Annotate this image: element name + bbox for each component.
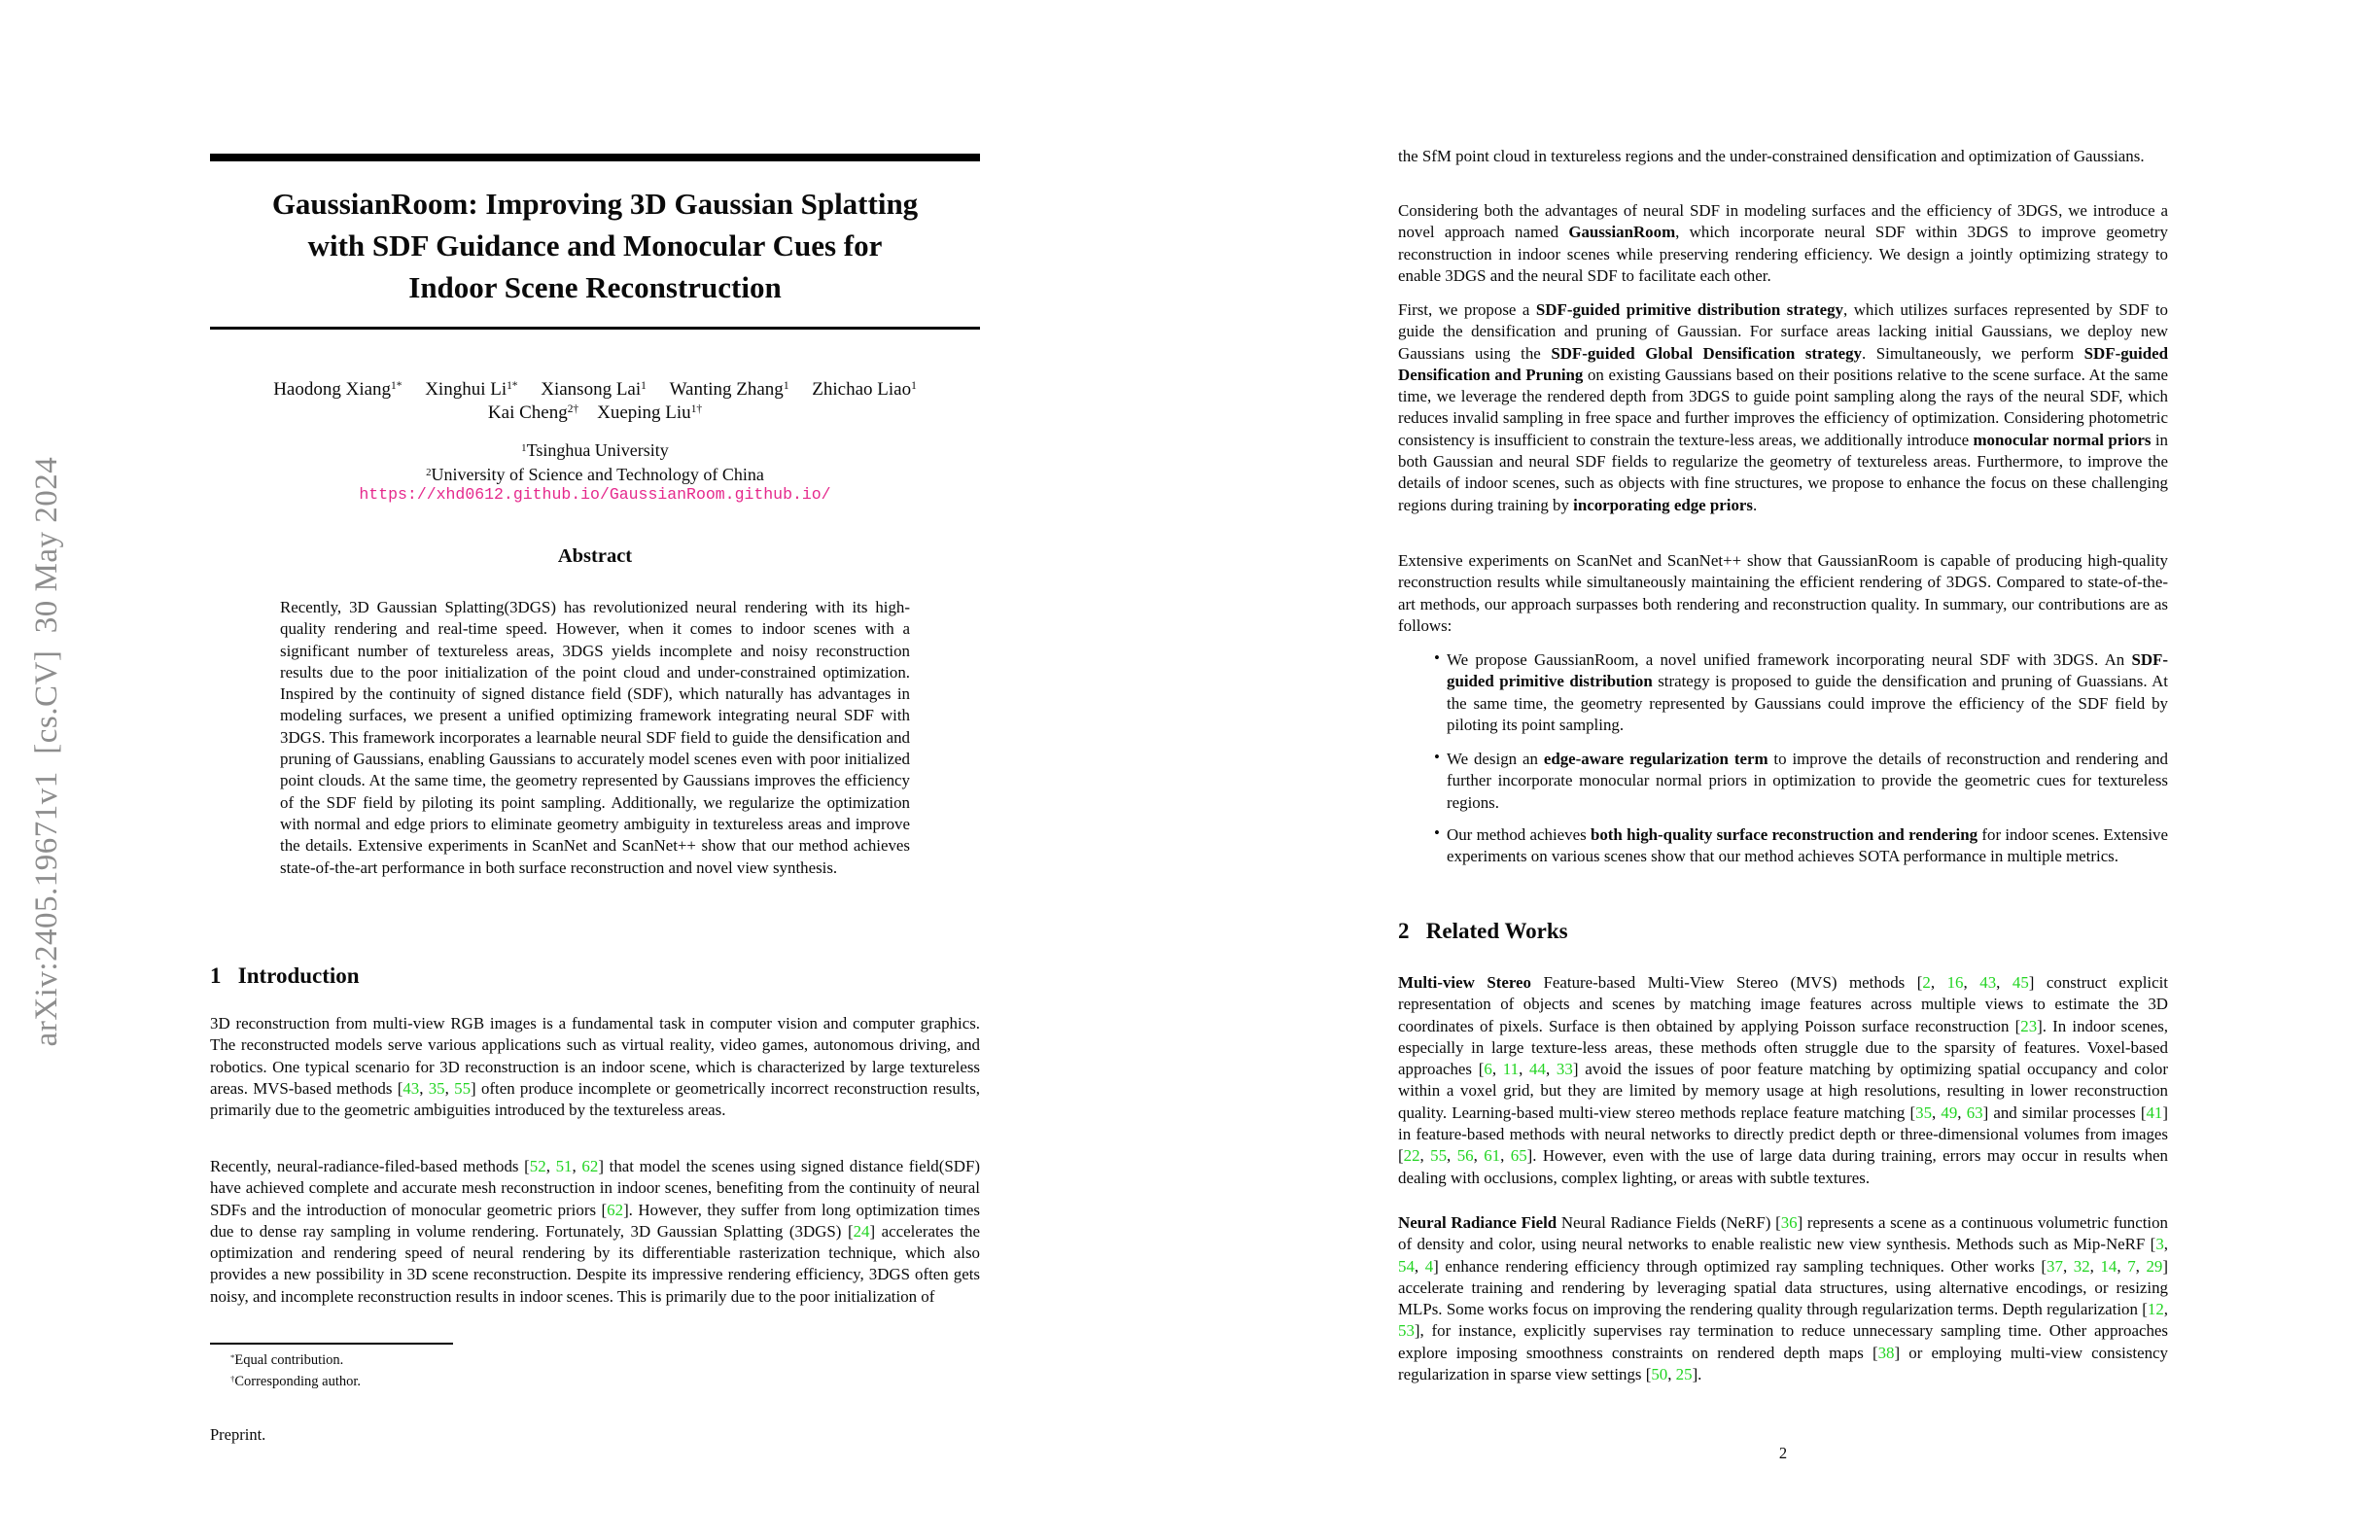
citation-link[interactable]: 14 (2100, 1256, 2118, 1276)
contribution-bullet-2 (1398, 749, 2168, 814)
citation-link[interactable]: 62 (581, 1157, 599, 1175)
citation-link[interactable]: 49 (1941, 1102, 1958, 1122)
title-rule-top (210, 154, 980, 161)
citation-link[interactable]: 43 (402, 1078, 420, 1098)
project-url-link[interactable]: https://xhd0612.github.io/GaussianRoom.github.io/ (359, 485, 831, 504)
citation-link[interactable]: 37 (2047, 1256, 2063, 1276)
citation-link[interactable]: 6 (1484, 1060, 1492, 1079)
bullet-icon: • (1434, 648, 1440, 667)
citation-link[interactable]: 55 (454, 1078, 472, 1098)
citation-link[interactable]: 44 (1529, 1060, 1546, 1079)
citation-link[interactable]: 35 (1915, 1102, 1933, 1122)
paper-title (210, 183, 980, 308)
citation-link[interactable]: 43 (1979, 973, 1997, 992)
citation-link[interactable]: 50 (1651, 1365, 1668, 1384)
contribution-bullet-1-text: We propose GaussianRoom, a novel unified framework incorporating neural SDF with 3DGS. An SDF-guided primitive distribution strategy is proposed to guide the densification and pruning of Guassians. At the same time, the geometry represented by Gaussians could improve the efficiency of the SDF field by piloting its point sampling. (1447, 650, 2168, 734)
citation-link[interactable]: 16 (1946, 973, 1964, 992)
footnote-rule (210, 1343, 453, 1345)
contribution-bullet-2-text: We design an edge-aware regularization term to improve the details of reconstruction and rendering and further incorporate monocular normal priors in optimization to provide the geometric cues for textureless regions. (1447, 750, 2168, 812)
citation-link[interactable]: 35 (428, 1078, 445, 1098)
authors-row-2: Kai Cheng$^{2\dagger}$ Xueping Liu$^{1\dagger}$ (487, 402, 703, 423)
citation-link[interactable]: 24 (853, 1221, 870, 1241)
abstract-heading: Abstract (557, 545, 633, 567)
affiliation-tsinghua: $^1$Tsinghua University (521, 440, 669, 460)
paper-title-line-2: with SDF Guidance and Monocular Cues for (307, 228, 883, 262)
preprint-label: Preprint. (210, 1425, 266, 1444)
citation-link[interactable]: 12 (2147, 1300, 2164, 1319)
citation-link[interactable]: 2 (1922, 973, 1931, 992)
citation-link[interactable]: 11 (1502, 1060, 1520, 1079)
citation-link[interactable]: 3 (2155, 1235, 2164, 1254)
citation-link[interactable]: 54 (1398, 1256, 1415, 1276)
citation-link[interactable]: 41 (2146, 1102, 2163, 1122)
bullet-icon: • (1434, 823, 1440, 842)
bullet-icon: • (1434, 748, 1440, 766)
affiliation-ustc: $^2$University of Science and Technology of China (426, 465, 764, 484)
contribution-bullet-1 (1398, 649, 2168, 736)
section-heading-related-works: 2 Related Works (1398, 919, 1568, 943)
citation-link[interactable]: 51 (555, 1157, 573, 1175)
citation-link[interactable]: 22 (1403, 1146, 1420, 1166)
citation-link[interactable]: 61 (1484, 1146, 1501, 1166)
authors-row-1: Haodong Xiang$^{1*}$ Xinghui $Li^{1*}$ Xiansong Lai$^1$ Wanting Zhang$^1$ Zhichao Liao$^1$ (273, 379, 917, 400)
citation-link[interactable]: 33 (1556, 1060, 1573, 1079)
section-heading-introduction: 1 Introduction (210, 963, 360, 988)
contribution-bullet-3-text: Our method achieves both high-quality surface reconstruction and rendering for indoor scenes. Extensive experiments on various scenes show that our method achieves SOTA performance in multiple metrics. (1447, 825, 2168, 866)
abstract-text: Recently, 3D Gaussian Splatting(3DGS) has revolutionized neural rendering with its high-quality rendering and real-time speed. However, when it comes to indoor scenes with a significant number of textureless areas, 3DGS yields incomplete and noisy reconstruction results due to the poor initialization of the point cloud and under-constrained optimization. Inspired by the continuity of signed distance field (SDF), which naturally has advantages in modeling surfaces, we present a unified optimizing framework integrating neural SDF with 3DGS. This framework incorporates a learnable neural SDF field to guide the densification and pruning of Gaussians, enabling Gaussians to accurately model scenes even with poor initialized point clouds. At the same time, the geometry represented by Gaussians improves the efficiency of the SDF field by piloting its point sampling. Additionally, we regularize the optimization with normal and edge priors to eliminate geometry ambiguity in textureless areas and improve the details. Extensive experiments in ScanNet and ScanNet++ show that our method achieves state-of-the-art performance in both surface reconstruction and novel view synthesis. (280, 598, 910, 877)
citation-link[interactable]: 4 (1424, 1256, 1434, 1276)
citation-link[interactable]: 7 (2127, 1256, 2136, 1276)
citation-link[interactable]: 45 (2012, 973, 2029, 992)
citation-link[interactable]: 56 (1456, 1146, 1474, 1166)
citation-link[interactable]: 25 (1675, 1365, 1693, 1384)
intro-paragraph-2: Recently, neural-radiance-filed-based methods [52, 51, 62] that model the scenes using signed distance field(SDF) have achieved complete and accurate mesh reconstruction in indoor scenes, benefiting from the continuity of neural SDFs and the introduction of monocular geometric priors [62]. However, they suffer from long optimization times due to dense ray sampling in volume rendering. Fortunately, 3D Gaussian Splatting (3DGS) [24] accelerates the optimization and rendering speed of neural rendering by its differentiable rasterization technique, which also provides a new possibility in 3D scene reconstruction. Despite its impressive rendering efficiency, 3DGS often gets noisy, and incomplete reconstruction results in indoor scenes. This is primarily due to the poor initialization of (210, 1157, 980, 1306)
title-rule-bottom (210, 327, 980, 330)
footnote-equal-contribution: *Equal contribution. (230, 1351, 344, 1368)
citation-link[interactable]: 53 (1398, 1321, 1415, 1341)
citation-link[interactable]: 62 (607, 1200, 624, 1219)
citation-link[interactable]: 65 (1510, 1146, 1527, 1166)
intro-paragraph-1: 3D reconstruction from multi-view RGB images is a fundamental task in computer vision and computer graphics. The reconstructed models serve various applications such as virtual reality, video games, autonomous driving, and robotics. One typical scenario for 3D reconstruction is an indoor scene, which is characterized by large textureless areas. MVS-based methods [43, 35, 55] often produce incomplete or geometrically incorrect reconstruction results, primarily due to the geometric ambiguities introduced by the textureless areas. (210, 1014, 980, 1120)
page-number: 2 (1778, 1444, 1788, 1462)
footnote-corresponding-author: †Corresponding author. (230, 1373, 362, 1389)
citation-link[interactable]: 55 (1430, 1146, 1448, 1166)
citation-link[interactable]: 32 (2073, 1256, 2090, 1276)
citation-link[interactable]: 38 (1877, 1343, 1895, 1362)
page2-paragraph-2: Considering both the advantages of neural SDF in modeling surfaces and the efficiency of 3DGS, we introduce a novel approach named GaussianRoom, which incorporate neural SDF within 3DGS to improve geometry reconstruction in indoor scenes while preserving rendering efficiency. We design a jointly optimizing strategy to enable 3DGS and the neural SDF to facilitate each other. (1398, 201, 2168, 285)
citation-link[interactable]: 29 (2146, 1256, 2163, 1276)
related-works-nerf-paragraph: Neural Radiance Field Neural Radiance Fields (NeRF) [36] represents a scene as a continuous volumetric function of density and color, using neural networks to enable realistic new view synthesis. Methods such as Mip-NeRF [3, 54, 4] enhance rendering efficiency through optimized ray sampling techniques. Other works [37, 32, 14, 7, 29] accelerate training and rendering by leveraging spatial data structures, using alternative encodings, or resizing MLPs. Some works focus on improving the rendering quality through regularization terms. Depth regularization [12, 53], for instance, explicitly supervises ray termination to reduce unnecessary sampling time. Other approaches explore imposing smoothness constraints on rendered depth maps [38] or employing multi-view consistency regularization in sparse view settings [50, 25]. (1398, 1213, 2168, 1384)
page2-paragraph-3: First, we propose a SDF-guided primitive distribution strategy, which utilizes surfaces represented by SDF to guide the densification and pruning of Gaussian. For surface areas lacking initial Gaussians, we deploy new Gaussians using the SDF-guided Global Densification strategy. Simultaneously, we perform SDF-guided Densification and Pruning on existing Gaussians based on their positions relative to the scene surface. At the same time, we leverage the rendered depth from 3DGS to guide point sampling along the rays of the neural SDF, which reduces invalid sampling in free space and further improves the efficiency of optimization. Considering photometric consistency is insufficient to constrain the texture-less areas, we additionally introduce monocular normal priors in both Gaussian and neural SDF fields to regularize the geometry of textureless areas. Furthermore, to improve the details of indoor scenes, such as objects with fine structures, we propose to enhance the focus on these challenging regions during training by incorporating edge priors. (1398, 300, 2169, 514)
related-works-multiview-stereo-paragraph: Multi-view Stereo Feature-based Multi-View Stereo (MVS) methods [2, 16, 43, 45] construct explicit representation of objects and scenes by matching image features across multiple views to estimate the 3D coordinates of pixels. Surface is then obtained by applying Poisson surface reconstruction [23]. In indoor scenes, especially in large texture-less areas, these methods often struggle due to the sparsity of features. Voxel-based approaches [6, 11, 44, 33] avoid the issues of poor feature matching by optimizing spatial occupancy and color within a voxel grid, but they are limited by memory usage at high resolutions, resulting in lower reconstruction quality. Learning-based multi-view stereo methods replace feature matching [35, 49, 63] and similar processes [41] in feature-based methods with neural networks to directly predict depth or three-dimensional volumes from images [22, 55, 56, 61, 65]. However, even with the use of large data during training, errors may occur in results when dealing with occlusions, complex lighting, or areas with subtle textures. (1398, 973, 2169, 1187)
contribution-bullet-3 (1398, 824, 2168, 868)
page2-paragraph-1: the SfM point cloud in textureless regions and the under-constrained densification and optimization of Gaussians. (1398, 147, 2145, 165)
page2-paragraph-4: Extensive experiments on ScanNet and ScanNet++ show that GaussianRoom is capable of producing high-quality reconstruction results while simultaneously maintaining the efficient rendering of 3DGS. Compared to state-of-the-art methods, our approach surpasses both rendering and reconstruction quality. In summary, our contributions are as follows: (1398, 551, 2168, 635)
citation-link[interactable]: 63 (1966, 1102, 1983, 1122)
paper-title-line-3: Indoor Scene Reconstruction (408, 270, 782, 304)
citation-link[interactable]: 23 (2020, 1016, 2038, 1035)
paper-title-line-1: GaussianRoom: Improving 3D Gaussian Splatting (271, 187, 919, 221)
citation-link[interactable]: 36 (1780, 1213, 1798, 1232)
citation-link[interactable]: 52 (529, 1157, 546, 1175)
arxiv-watermark: arXiv:2405.19671v1 [cs.CV] 30 May 2024 (29, 456, 64, 1047)
